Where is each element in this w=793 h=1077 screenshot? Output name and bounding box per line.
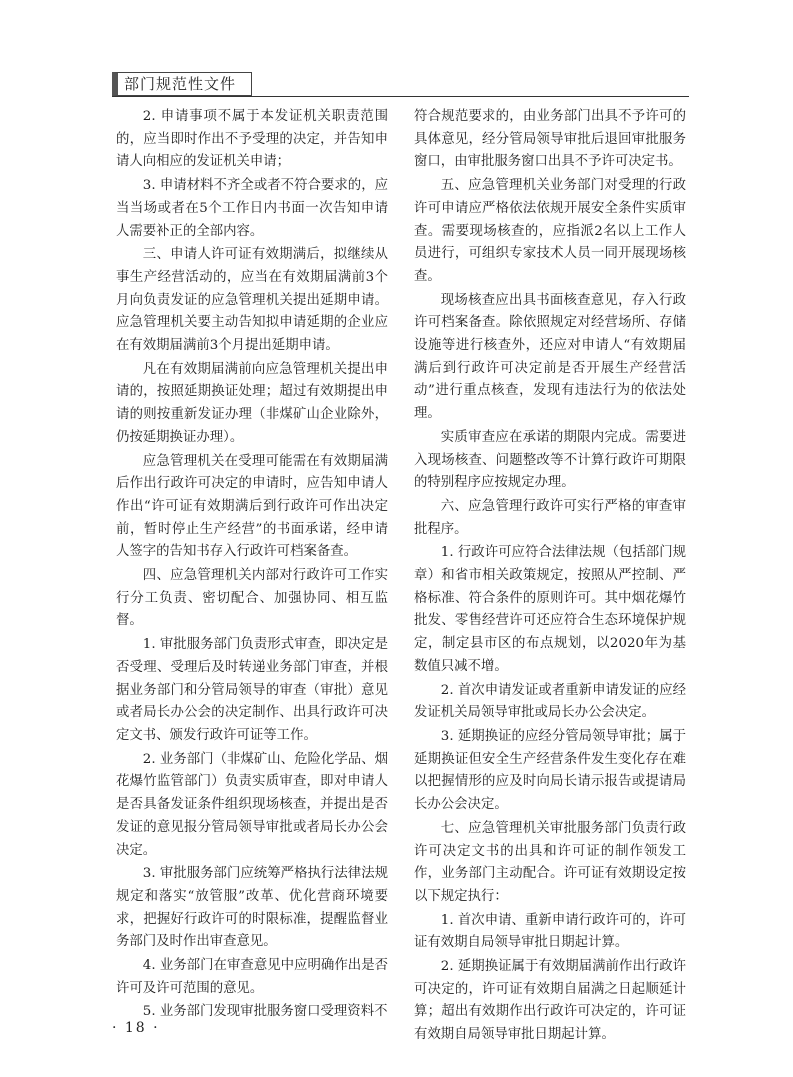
paragraph: 现场核查应出具书面核查意见，存入行政许可档案备查。除依照规定对经营场所、存储设施等进行核查外，还应对申请人“有效期届满后到行政许可决定前是否开展生产经营活动”进行重点核查，发现有违法行为的依法处理。 xyxy=(414,292,686,422)
section-header: 部门规范性文件 xyxy=(112,72,252,96)
page-number: · 18 · xyxy=(112,1020,160,1036)
paragraph: 1. 首次申请、重新申请行政许可的，许可证有效期自局领导审批日期起计算。 xyxy=(414,912,686,951)
paragraph: 2. 首次申请发证或者重新申请发证的应经发证机关局领导审批或局长办公会决定。 xyxy=(414,682,686,721)
paragraph: 1. 审批服务部门负责形式审查，即决定是否受理、受理后及时转递业务部门审查，并根据业务部门和分管局领导的审查（审批）意见或者局长办公会的决定制作、出具行政许可决定文书、颁发行政许可证等工作。 xyxy=(116,637,388,743)
paragraph: 应急管理机关在受理可能需在有效期届满后作出行政许可决定的申请时，应告知申请人作出“许可证有效期满后到行政许可作出决定前，暂时停止生产经营”的书面承诺，经申请人签字的告知书存入行政许可档案备查。 xyxy=(116,453,388,560)
paragraph: 1. 行政许可应符合法律法规（包括部门规章）和省市相关政策规定，按照从严控制、严格标准、符合条件的原则许可。其中烟花爆竹批发、零售经营许可还应符合生态环境保护规定，制定县市区的布点规划，以2020年为基数值只减不增。 xyxy=(414,545,686,674)
paragraph: 五、应急管理机关业务部门对受理的行政许可申请应严格依法依规开展安全条件实质审查。需要现场核查的，应指派2名以上工作人员进行，可组织专家技术人员一同开展现场核查。 xyxy=(414,178,686,284)
paragraph: 3. 申请材料不齐全或者不符合要求的，应当当场或者在5个工作日内书面一次告知申请人需要补正的全部内容。 xyxy=(116,178,388,239)
paragraph: 4. 业务部门在审查意见中应明确作出是否许可及许可范围的意见。 xyxy=(116,958,388,996)
paragraph: 2. 延期换证属于有效期届满前作出行政许可决定的，许可证有效期自届满之日起顺延计算；超出有效期作出行政许可决定的，许可证有效期自局领导审批日期起计算。 xyxy=(414,959,686,1043)
right-column xyxy=(414,106,686,1048)
paragraph-continued: 符合规范要求的，由业务部门出具不予许可的具体意见，经分管局领导审批后退回审批服务窗口，由审批服务窗口出具不予许可决定书。 xyxy=(414,109,686,170)
left-column xyxy=(116,106,388,1025)
paragraph: 3. 审批服务部门应统筹严格执行法律法规规定和落实“放管服”改革、优化营商环境要求，把握好行政许可的时限标准，提醒监督业务部门及时作出审查意见。 xyxy=(116,866,388,950)
paragraph: 5. 业务部门发现审批服务窗口受理资料不 xyxy=(142,1004,388,1020)
header-rule xyxy=(112,96,689,97)
paragraph: 七、应急管理机关审批服务部门负责行政许可决定文书的出具和许可证的制作领发工作，业务部门主动配合。许可证有效期设定按以下规定执行： xyxy=(414,820,686,904)
paragraph: 2. 业务部门（非煤矿山、危险化学品、烟花爆竹监管部门）负责实质审查，即对申请人是否具备发证条件组织现场核查，并提出是否发证的意见报分管局领导审批或者局长办公会决定。 xyxy=(116,751,388,858)
paragraph: 实质审查应在承诺的期限内完成。需要进入现场核查、问题整改等不计算行政许可期限的特别程序应按规定办理。 xyxy=(414,429,686,491)
paragraph: 四、应急管理机关内部对行政许可工作实行分工负责、密切配合、加强协同、相互监督。 xyxy=(116,568,388,629)
paragraph: 2. 申请事项不属于本发证机关职责范围的，应当即时作出不予受理的决定，并告知申请人向相应的发证机关申请； xyxy=(116,109,388,170)
paragraph: 凡在有效期届满前向应急管理机关提出申请的，按照延期换证处理；超过有效期提出申请的则按重新发证办理（非煤矿山企业除外，仍按延期换证办理）。 xyxy=(116,361,388,445)
paragraph: 六、应急管理行政许可实行严格的审查审批程序。 xyxy=(414,498,686,537)
paragraph: 3. 延期换证的应经分管局领导审批；属于延期换证但安全生产经营条件发生变化存在难以把握情形的应及时向局长请示报告或提请局长办公会决定。 xyxy=(414,728,686,813)
paragraph: 三、申请人许可证有效期满后，拟继续从事生产经营活动的，应当在有效期届满前3个月向负责发证的应急管理机关提出延期申请。应急管理机关要主动告知拟申请延期的企业应在有效期届满前3个月提出延期申请。 xyxy=(116,247,388,354)
